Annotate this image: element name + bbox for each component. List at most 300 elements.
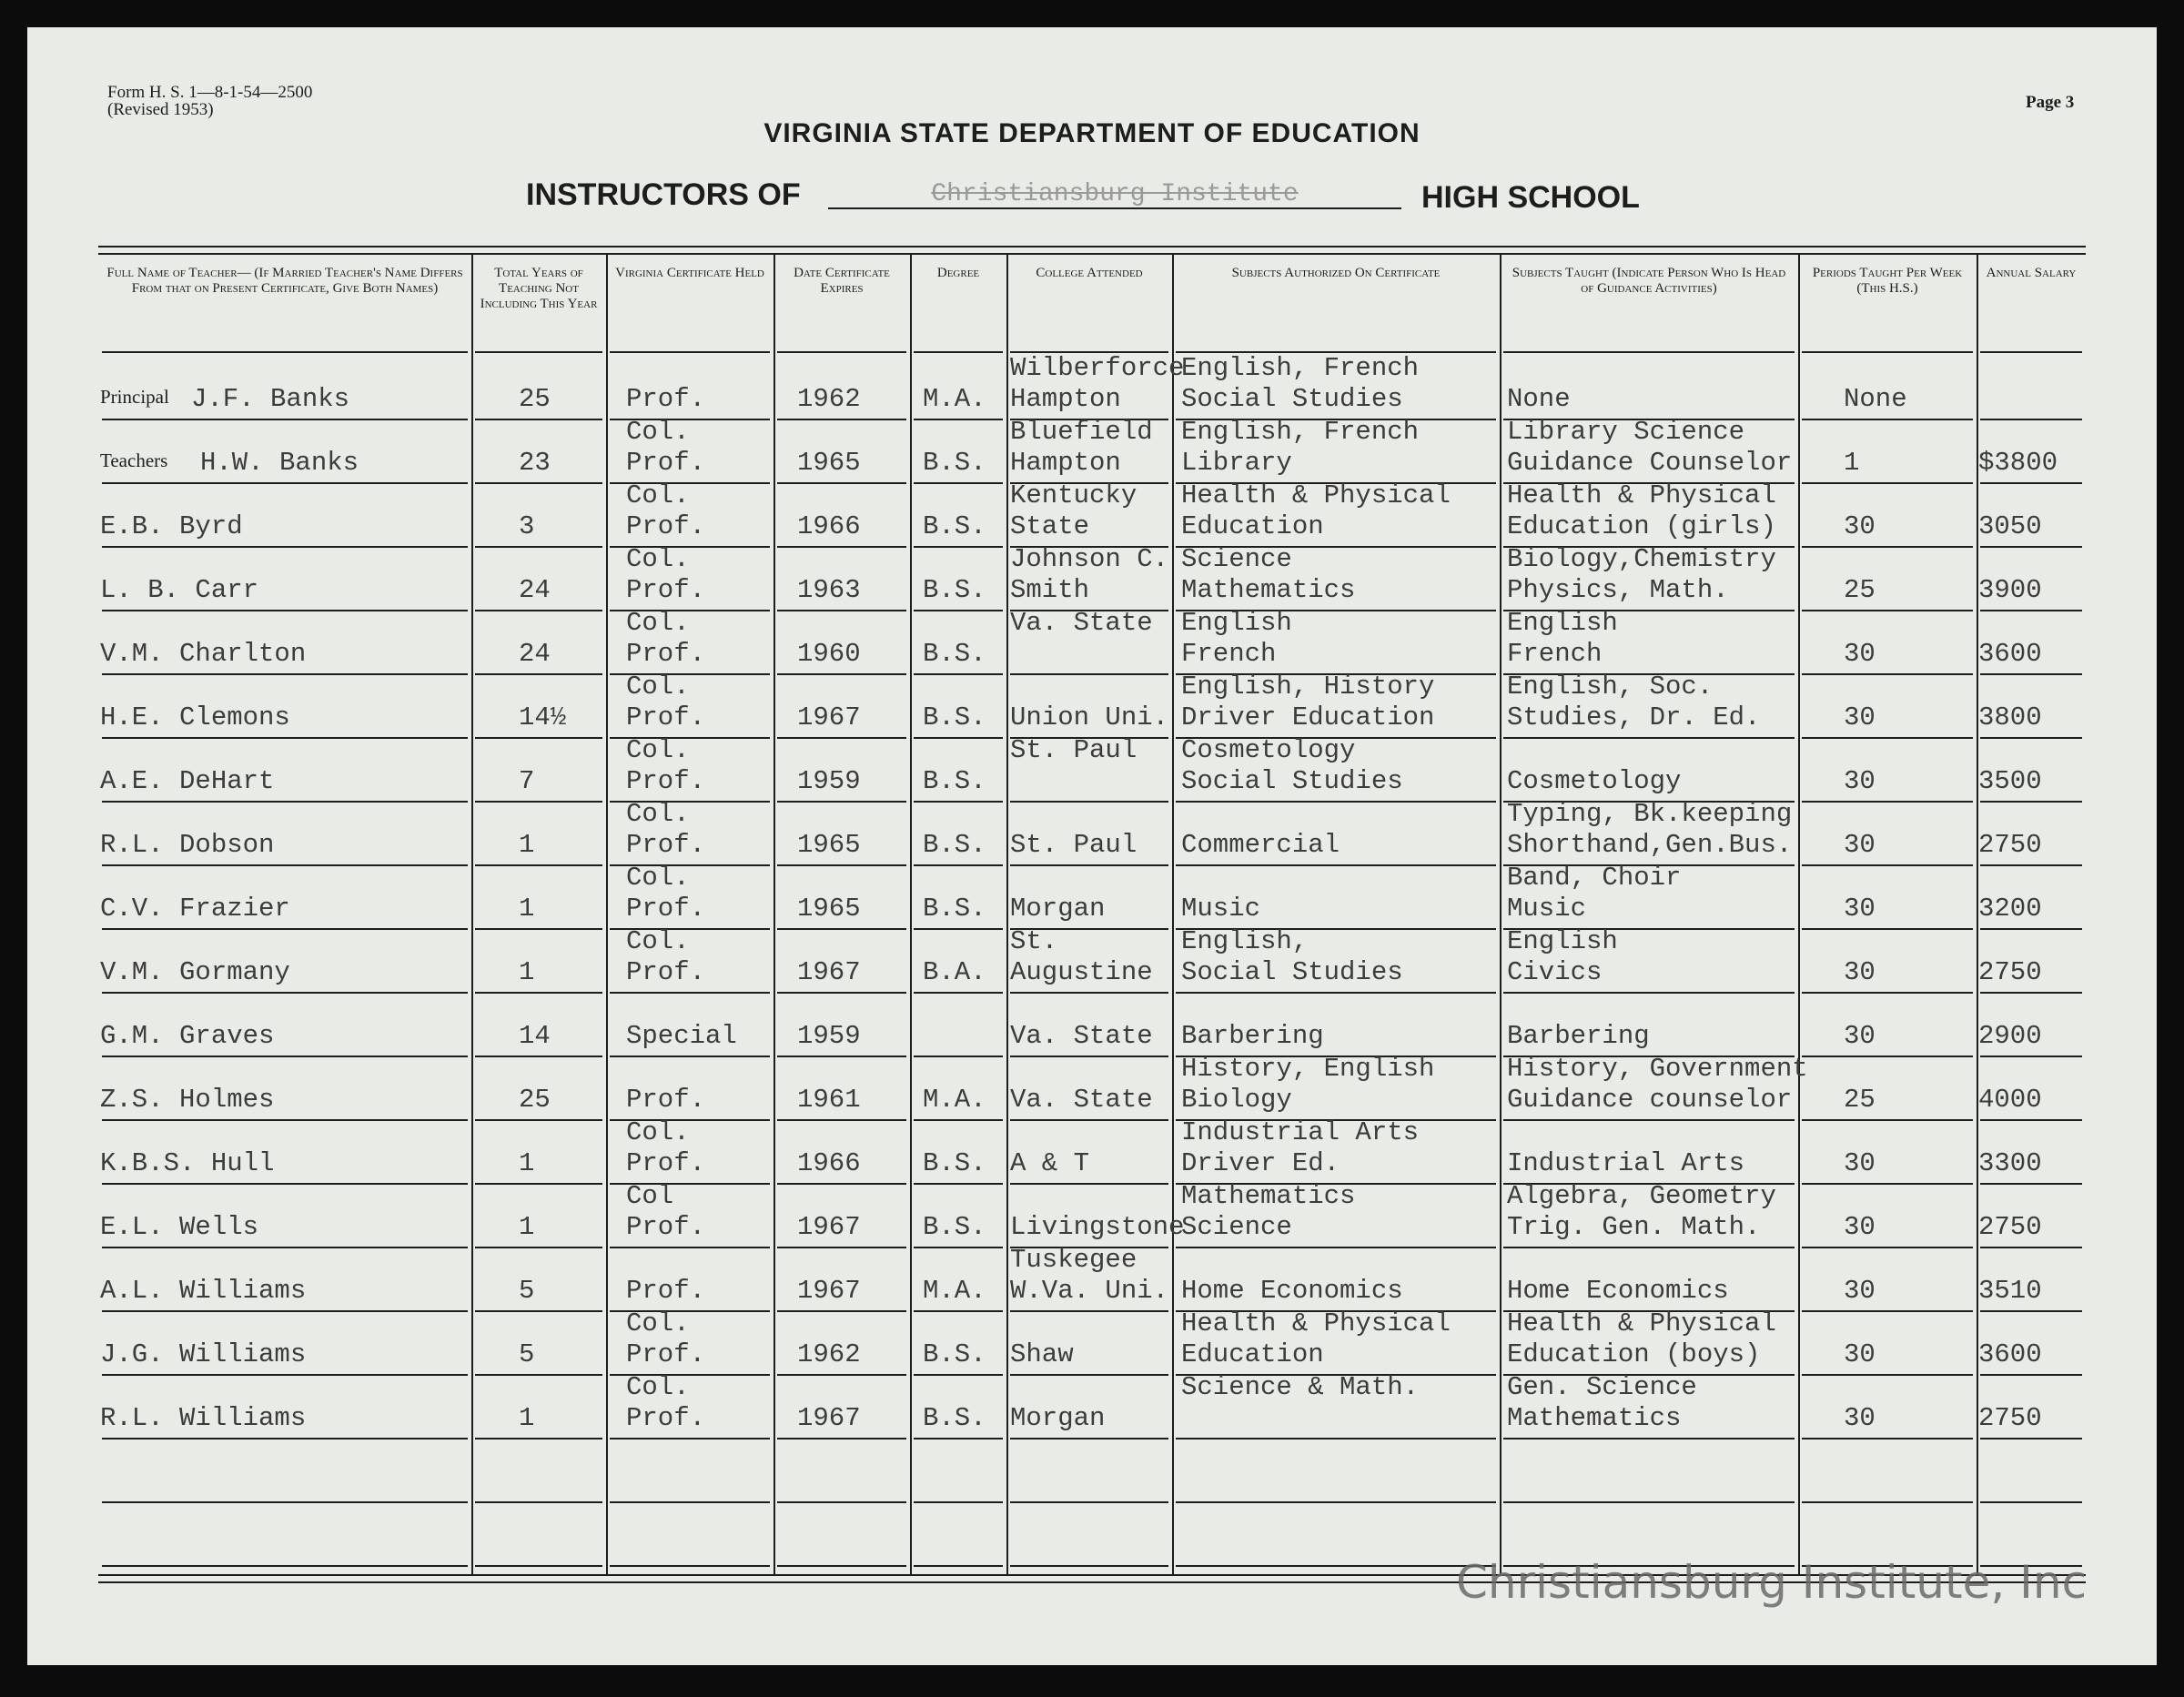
subjects-authorized: English, History [1181, 672, 1435, 702]
row-underline [1802, 419, 1973, 420]
college-attended: Bluefield [1010, 417, 1153, 447]
degree: B.S. [923, 702, 986, 732]
certificate-expires: 1966 [797, 511, 861, 541]
row-underline [1980, 1438, 2082, 1439]
teacher-name: J.G. Williams [100, 1339, 307, 1369]
instructors-of-label: INSTRUCTORS OF [526, 177, 801, 212]
row-underline [1802, 1374, 1973, 1376]
college-attended: Hampton [1010, 384, 1121, 414]
years-teaching: 1 [519, 894, 535, 924]
annual-salary: 3050 [1978, 511, 2042, 541]
subjects-taught: Guidance counselor [1507, 1085, 1793, 1115]
row-underline [914, 482, 1003, 484]
certificate-held: Prof. [626, 957, 706, 987]
years-teaching: 1 [519, 957, 535, 987]
column-divider [471, 253, 473, 1574]
certificate-held: Prof. [626, 1212, 706, 1242]
column-header: Virginia Certificate Held [615, 266, 764, 280]
subjects-authorized: Social Studies [1181, 957, 1403, 987]
column-divider [1006, 253, 1008, 1574]
row-underline [1980, 1374, 2082, 1376]
row-underline [777, 1119, 906, 1121]
subjects-taught: Band, Choir [1507, 863, 1682, 893]
subjects-authorized: Health & Physical [1181, 480, 1451, 510]
certificate-held: Col. [626, 863, 690, 893]
teacher-name: J.F. Banks [191, 384, 350, 414]
row-underline [1980, 610, 2082, 611]
subjects-authorized: Mathematics [1181, 1181, 1356, 1211]
row-underline [1503, 1247, 1795, 1248]
teacher-name: A.E. DeHart [100, 766, 275, 796]
college-attended: Shaw [1010, 1339, 1074, 1369]
annual-salary: 3300 [1978, 1148, 2042, 1178]
row-underline [1802, 928, 1973, 930]
row-underline [914, 610, 1003, 611]
degree: M.A. [923, 1276, 986, 1306]
teacher-name: A.L. Williams [100, 1276, 307, 1306]
years-teaching: 5 [519, 1276, 535, 1306]
row-role-label: Principal [100, 386, 169, 408]
certificate-held: Col. [626, 417, 690, 447]
subjects-authorized: Health & Physical [1181, 1308, 1451, 1338]
teacher-name: H.E. Clemons [100, 702, 290, 732]
row-underline [475, 610, 602, 611]
row-underline [914, 801, 1003, 803]
row-underline [1010, 1310, 1168, 1312]
row-underline [777, 673, 906, 675]
row-underline [777, 1056, 906, 1057]
subjects-taught: Industrial Arts [1507, 1148, 1745, 1178]
certificate-held: Col. [626, 799, 690, 829]
column-divider [606, 253, 608, 1574]
subjects-authorized: English, [1181, 926, 1309, 956]
row-underline [1802, 1247, 1973, 1248]
certificate-expires: 1962 [797, 384, 861, 414]
teacher-name: H.W. Banks [200, 448, 359, 478]
row-underline [1802, 1310, 1973, 1312]
subjects-authorized: Social Studies [1181, 766, 1403, 796]
college-attended: Hampton [1010, 448, 1121, 478]
subjects-taught: History, Government [1507, 1054, 1808, 1084]
row-underline [914, 546, 1003, 548]
row-underline [102, 992, 468, 994]
row-underline [777, 1501, 906, 1503]
header-underline [1980, 351, 2082, 353]
row-underline [610, 1565, 770, 1567]
years-teaching: 1 [519, 1212, 535, 1242]
years-teaching: 25 [519, 1085, 551, 1115]
row-underline [102, 1374, 468, 1376]
row-underline [914, 928, 1003, 930]
header-underline [1503, 351, 1795, 353]
subjects-authorized: Home Economics [1181, 1276, 1403, 1306]
subjects-taught: Health & Physical [1507, 1308, 1776, 1338]
row-underline [1010, 801, 1168, 803]
degree: B.S. [923, 894, 986, 924]
certificate-expires: 1960 [797, 639, 861, 669]
column-divider [774, 253, 775, 1574]
annual-salary: 4000 [1978, 1085, 2042, 1115]
row-underline [475, 1183, 602, 1185]
header-underline [610, 351, 770, 353]
years-teaching: 25 [519, 384, 551, 414]
row-underline [1802, 610, 1973, 611]
degree: B.S. [923, 830, 986, 860]
certificate-held: Prof. [626, 384, 706, 414]
row-underline [1010, 1183, 1168, 1185]
annual-salary: $3800 [1978, 448, 2058, 478]
row-underline [610, 1501, 770, 1503]
row-underline [1980, 1056, 2082, 1057]
subjects-authorized: English, French [1181, 417, 1420, 447]
subjects-taught: Guidance Counselor [1507, 448, 1793, 478]
certificate-held: Col. [626, 480, 690, 510]
subjects-taught: Typing, Bk.keeping [1507, 799, 1793, 829]
row-underline [1176, 864, 1496, 866]
row-underline [1980, 1183, 2082, 1185]
certificate-held: Prof. [626, 448, 706, 478]
row-underline [1980, 1247, 2082, 1248]
subjects-authorized: Cosmetology [1181, 735, 1356, 765]
degree: M.A. [923, 1085, 986, 1115]
certificate-held: Prof. [626, 639, 706, 669]
row-underline [777, 1438, 906, 1439]
row-underline [102, 546, 468, 548]
column-header: Annual Salary [1986, 266, 2077, 280]
row-underline [475, 1374, 602, 1376]
degree: M.A. [923, 384, 986, 414]
column-header: Degree [936, 266, 980, 280]
row-underline [102, 737, 468, 739]
subjects-taught: English [1507, 608, 1618, 638]
department-title: VIRGINIA STATE DEPARTMENT OF EDUCATION [763, 118, 1421, 148]
row-underline [475, 1310, 602, 1312]
row-underline [475, 482, 602, 484]
degree: B.S. [923, 1339, 986, 1369]
certificate-expires: 1959 [797, 766, 861, 796]
degree: B.S. [923, 1403, 986, 1433]
row-underline [914, 419, 1003, 420]
years-teaching: 3 [519, 511, 535, 541]
college-attended: Morgan [1010, 894, 1106, 924]
college-attended: Union Uni. [1010, 702, 1169, 732]
years-teaching: 1 [519, 830, 535, 860]
certificate-held: Col. [626, 1117, 690, 1147]
years-teaching: 14½ [519, 702, 567, 732]
college-attended: Smith [1010, 575, 1090, 605]
certificate-expires: 1967 [797, 1276, 861, 1306]
row-underline [914, 1374, 1003, 1376]
periods-per-week: 25 [1844, 575, 1876, 605]
row-underline [1980, 1119, 2082, 1121]
subjects-authorized: Industrial Arts [1181, 1117, 1420, 1147]
row-underline [475, 801, 602, 803]
periods-per-week: 30 [1844, 1148, 1876, 1178]
periods-per-week: 30 [1844, 1212, 1876, 1242]
column-header: Periods Taught Per Week (This H.S.) [1812, 266, 1963, 296]
row-underline [475, 673, 602, 675]
row-underline [475, 737, 602, 739]
degree: B.S. [923, 639, 986, 669]
column-header: Subjects Authorized On Certificate [1231, 266, 1441, 280]
years-teaching: 24 [519, 639, 551, 669]
row-underline [914, 1119, 1003, 1121]
subjects-authorized: Education [1181, 511, 1324, 541]
row-underline [102, 1565, 468, 1567]
school-name: Christiansburg Institute [931, 180, 1299, 208]
row-underline [610, 1438, 770, 1439]
college-attended: Va. State [1010, 1085, 1153, 1115]
row-underline [102, 482, 468, 484]
certificate-held: Col. [626, 544, 690, 574]
row-underline [1010, 1374, 1168, 1376]
certificate-expires: 1963 [797, 575, 861, 605]
annual-salary: 3510 [1978, 1276, 2042, 1306]
degree: B.A. [923, 957, 986, 987]
row-underline [1503, 1501, 1795, 1503]
row-underline [914, 1565, 1003, 1567]
periods-per-week: 30 [1844, 894, 1876, 924]
college-attended: Morgan [1010, 1403, 1106, 1433]
row-underline [102, 1056, 468, 1057]
subjects-taught: None [1507, 384, 1571, 414]
certificate-held: Col. [626, 1308, 690, 1338]
row-underline [1176, 1438, 1496, 1439]
subjects-authorized: Social Studies [1181, 384, 1403, 414]
row-underline [777, 737, 906, 739]
column-divider [1172, 253, 1174, 1574]
subjects-authorized: Music [1181, 894, 1261, 924]
years-teaching: 14 [519, 1021, 551, 1051]
row-underline [102, 1183, 468, 1185]
subjects-taught: Music [1507, 894, 1587, 924]
years-teaching: 24 [519, 575, 551, 605]
column-header: Subjects Taught (Indicate Person Who Is Head of Guidance Activities) [1512, 266, 1786, 296]
subjects-taught: Mathematics [1507, 1403, 1682, 1433]
subjects-taught: Library Science [1507, 417, 1745, 447]
row-role-label: Teachers [100, 450, 168, 471]
certificate-expires: 1967 [797, 1403, 861, 1433]
row-underline [1980, 546, 2082, 548]
college-attended: Livingstone [1010, 1212, 1185, 1242]
subjects-taught: Trig. Gen. Math. [1507, 1212, 1761, 1242]
watermark: Christiansburg Institute, Inc [1456, 1556, 2088, 1609]
subjects-taught: Biology,Chemistry [1507, 544, 1776, 574]
top-rule-inner [98, 253, 2086, 255]
row-underline [1802, 1056, 1973, 1057]
row-underline [102, 1438, 468, 1439]
row-underline [610, 1056, 770, 1057]
row-underline [475, 419, 602, 420]
subjects-taught: Algebra, Geometry [1507, 1181, 1776, 1211]
teacher-name: R.L. Williams [100, 1403, 307, 1433]
certificate-held: Prof. [626, 702, 706, 732]
row-underline [475, 546, 602, 548]
annual-salary: 2750 [1978, 957, 2042, 987]
row-underline [914, 864, 1003, 866]
subjects-taught: Civics [1507, 957, 1603, 987]
row-underline [1010, 673, 1168, 675]
row-underline [475, 1056, 602, 1057]
subjects-authorized: History, English [1181, 1054, 1435, 1084]
annual-salary: 3600 [1978, 639, 2042, 669]
certificate-held: Prof. [626, 1148, 706, 1178]
subjects-authorized: Science & Math. [1181, 1372, 1420, 1402]
teacher-name: Z.S. Holmes [100, 1085, 275, 1115]
header-underline [1802, 351, 1973, 353]
college-attended: Kentucky [1010, 480, 1138, 510]
certificate-held: Col. [626, 735, 690, 765]
form-page [27, 27, 2157, 1665]
subjects-authorized: Driver Ed. [1181, 1148, 1340, 1178]
certificate-held: Prof. [626, 830, 706, 860]
row-underline [1503, 737, 1795, 739]
years-teaching: 5 [519, 1339, 535, 1369]
subjects-taught: Barbering [1507, 1021, 1650, 1051]
row-underline [777, 610, 906, 611]
degree: B.S. [923, 511, 986, 541]
row-underline [777, 1374, 906, 1376]
row-underline [1010, 1056, 1168, 1057]
header-underline [777, 351, 906, 353]
periods-per-week: 30 [1844, 957, 1876, 987]
row-underline [914, 992, 1003, 994]
periods-per-week: None [1844, 384, 1907, 414]
form-number: Form H. S. 1—8-1-54—2500 (Revised 1953) [107, 83, 313, 119]
row-underline [1980, 801, 2082, 803]
row-underline [1010, 992, 1168, 994]
subjects-taught: French [1507, 639, 1603, 669]
row-underline [102, 801, 468, 803]
row-underline [1010, 1119, 1168, 1121]
subjects-taught: Cosmetology [1507, 766, 1682, 796]
row-underline [1503, 1119, 1795, 1121]
certificate-held: Special [626, 1021, 737, 1051]
row-underline [914, 737, 1003, 739]
row-underline [475, 1119, 602, 1121]
column-header: Date Certificate Expires [794, 266, 890, 296]
row-underline [1980, 864, 2082, 866]
periods-per-week: 30 [1844, 702, 1876, 732]
degree: B.S. [923, 575, 986, 605]
periods-per-week: 30 [1844, 511, 1876, 541]
header-underline [914, 351, 1003, 353]
row-underline [777, 801, 906, 803]
page-number: Page 3 [2026, 93, 2075, 112]
row-underline [1980, 482, 2082, 484]
row-underline [1802, 482, 1973, 484]
row-underline [475, 1565, 602, 1567]
row-underline [475, 1438, 602, 1439]
subjects-authorized: Biology [1181, 1085, 1292, 1115]
certificate-held: Col. [626, 1372, 690, 1402]
row-underline [475, 864, 602, 866]
college-attended: St. [1010, 926, 1058, 956]
subjects-taught: English [1507, 926, 1618, 956]
annual-salary: 2750 [1978, 1403, 2042, 1433]
row-underline [1176, 992, 1496, 994]
row-underline [1802, 1438, 1973, 1439]
subjects-taught: Education (boys) [1507, 1339, 1761, 1369]
certificate-expires: 1967 [797, 957, 861, 987]
subjects-taught: Gen. Science [1507, 1372, 1697, 1402]
certificate-expires: 1965 [797, 830, 861, 860]
row-underline [1802, 546, 1973, 548]
certificate-expires: 1961 [797, 1085, 861, 1115]
row-underline [1802, 864, 1973, 866]
annual-salary: 3800 [1978, 702, 2042, 732]
row-underline [777, 546, 906, 548]
row-underline [914, 1438, 1003, 1439]
row-underline [777, 1247, 906, 1248]
teacher-name: E.L. Wells [100, 1212, 259, 1242]
college-attended: Tuskegee [1010, 1245, 1138, 1275]
subjects-authorized: French [1181, 639, 1277, 669]
row-underline [1980, 737, 2082, 739]
teacher-name: V.M. Charlton [100, 639, 307, 669]
subjects-taught: English, Soc. [1507, 672, 1714, 702]
row-underline [1176, 1501, 1496, 1503]
certificate-held: Prof. [626, 766, 706, 796]
certificate-held: Prof. [626, 1085, 706, 1115]
subjects-taught: Shorthand,Gen.Bus. [1507, 830, 1793, 860]
periods-per-week: 30 [1844, 1339, 1876, 1369]
teacher-name: R.L. Dobson [100, 830, 275, 860]
row-underline [1503, 1438, 1795, 1439]
row-underline [777, 864, 906, 866]
years-teaching: 1 [519, 1403, 535, 1433]
row-underline [610, 1247, 770, 1248]
row-underline [1802, 801, 1973, 803]
certificate-expires: 1967 [797, 1212, 861, 1242]
subjects-authorized: English, French [1181, 353, 1420, 383]
college-attended: Augustine [1010, 957, 1153, 987]
row-underline [102, 1119, 468, 1121]
row-underline [1010, 1565, 1168, 1567]
row-underline [475, 928, 602, 930]
header-underline [475, 351, 602, 353]
years-teaching: 23 [519, 448, 551, 478]
college-attended: State [1010, 511, 1090, 541]
row-underline [1010, 1501, 1168, 1503]
college-attended: St. Paul [1010, 735, 1138, 765]
row-underline [1010, 1438, 1168, 1439]
row-underline [475, 1501, 602, 1503]
row-underline [1980, 992, 2082, 994]
teacher-name: E.B. Byrd [100, 511, 243, 541]
college-attended: Va. State [1010, 1021, 1153, 1051]
certificate-expires: 1965 [797, 448, 861, 478]
subjects-authorized: Driver Education [1181, 702, 1435, 732]
college-attended: W.Va. Uni. [1010, 1276, 1169, 1306]
row-underline [1802, 1119, 1973, 1121]
subjects-authorized: Mathematics [1181, 575, 1356, 605]
subjects-taught: Education (girls) [1507, 511, 1776, 541]
row-underline [777, 1565, 906, 1567]
row-underline [102, 864, 468, 866]
subjects-authorized: English [1181, 608, 1292, 638]
annual-salary: 3500 [1978, 766, 2042, 796]
certificate-expires: 1962 [797, 1339, 861, 1369]
row-underline [1176, 1565, 1496, 1567]
degree: B.S. [923, 766, 986, 796]
row-underline [102, 610, 468, 611]
degree: B.S. [923, 448, 986, 478]
row-underline [1802, 992, 1973, 994]
row-underline [1802, 1183, 1973, 1185]
periods-per-week: 30 [1844, 1021, 1876, 1051]
teacher-name: C.V. Frazier [100, 894, 290, 924]
